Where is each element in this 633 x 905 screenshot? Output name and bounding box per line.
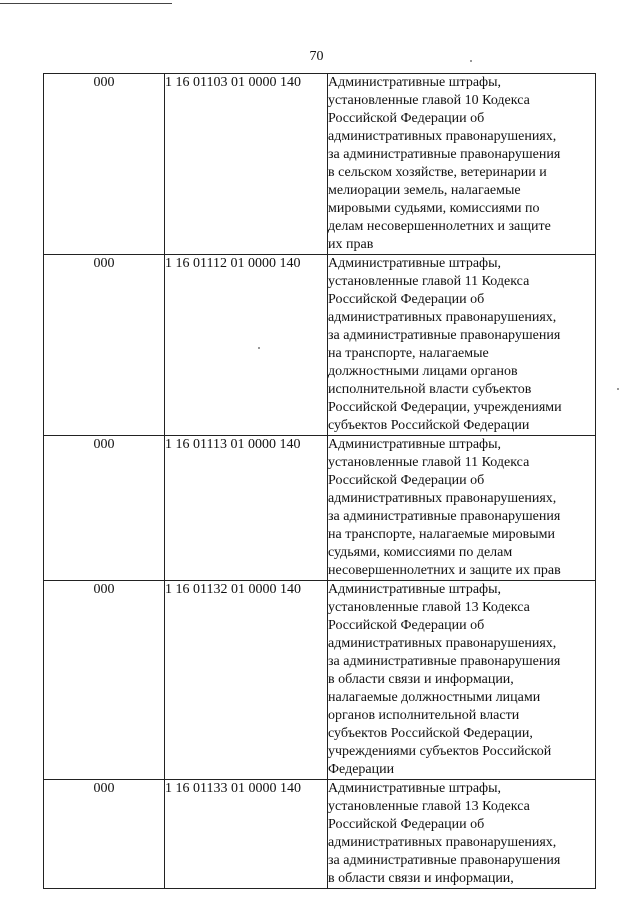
kbk-code-cell: 1 16 01133 01 0000 140 bbox=[165, 780, 328, 889]
description-line: в области связи и информации, bbox=[328, 871, 514, 886]
description-line: за административные правонарушения bbox=[328, 654, 561, 669]
scan-speck bbox=[617, 388, 619, 390]
description-line: административных правонарушениях, bbox=[328, 129, 557, 144]
description-cell bbox=[328, 74, 596, 255]
description-line: делам несовершеннолетних и защите bbox=[328, 219, 551, 234]
description-line: налагаемые должностными лицами bbox=[328, 690, 541, 705]
description-line: Административные штрафы, bbox=[328, 256, 502, 271]
description-line: Российской Федерации об bbox=[328, 473, 485, 488]
description-cell bbox=[328, 255, 596, 436]
description-line: за административные правонарушения bbox=[328, 509, 561, 524]
table-row bbox=[44, 436, 596, 581]
description-line: Российской Федерации об bbox=[328, 292, 485, 307]
admin-code-cell: 000 bbox=[44, 436, 165, 581]
description-line: административных правонарушениях, bbox=[328, 310, 557, 325]
description-cell bbox=[328, 581, 596, 780]
table-row bbox=[44, 74, 596, 255]
description-line: административных правонарушениях, bbox=[328, 636, 557, 651]
kbk-code-cell: 1 16 01112 01 0000 140 bbox=[165, 255, 328, 436]
admin-code-cell: 000 bbox=[44, 780, 165, 889]
description-line: субъектов Российской Федерации, bbox=[328, 726, 533, 741]
description-line: Российской Федерации об bbox=[328, 618, 485, 633]
kbk-code-cell: 1 16 01103 01 0000 140 bbox=[165, 74, 328, 255]
admin-code-cell: 000 bbox=[44, 255, 165, 436]
description-line: должностными лицами органов bbox=[328, 364, 518, 379]
description-line: Административные штрафы, bbox=[328, 437, 502, 452]
description-line: установленные главой 10 Кодекса bbox=[328, 93, 530, 108]
admin-code-cell: 000 bbox=[44, 74, 165, 255]
description-line: установленные главой 11 Кодекса bbox=[328, 274, 530, 289]
description-line: установленные главой 13 Кодекса bbox=[328, 600, 530, 615]
description-line: Административные штрафы, bbox=[328, 75, 502, 90]
description-line: Административные штрафы, bbox=[328, 781, 502, 796]
description-line: субъектов Российской Федерации bbox=[328, 418, 530, 433]
table-row bbox=[44, 581, 596, 780]
description-line: их прав bbox=[328, 237, 374, 252]
description-line: судьями, комиссиями по делам bbox=[328, 545, 513, 560]
table-row bbox=[44, 255, 596, 436]
kbk-code-cell: 1 16 01132 01 0000 140 bbox=[165, 581, 328, 780]
scan-edge-line bbox=[0, 3, 172, 4]
description-line: мировыми судьями, комиссиями по bbox=[328, 201, 540, 216]
description-line: органов исполнительной власти bbox=[328, 708, 520, 723]
description-line: Российской Федерации об bbox=[328, 111, 485, 126]
description-line: установленные главой 11 Кодекса bbox=[328, 455, 530, 470]
description-line: на транспорте, налагаемые bbox=[328, 346, 489, 361]
page-number: 70 bbox=[309, 49, 324, 64]
kbk-code-cell: 1 16 01113 01 0000 140 bbox=[165, 436, 328, 581]
admin-code-cell: 000 bbox=[44, 581, 165, 780]
description-line: исполнительной власти субъектов bbox=[328, 382, 532, 397]
scan-speck bbox=[470, 60, 472, 62]
scan-speck bbox=[258, 347, 260, 349]
description-line: в области связи и информации, bbox=[328, 672, 514, 687]
description-cell bbox=[328, 780, 596, 889]
description-line: за административные правонарушения bbox=[328, 328, 561, 343]
description-line: Федерации bbox=[328, 762, 395, 777]
description-line: учреждениями субъектов Российской bbox=[328, 744, 552, 759]
description-line: установленные главой 13 Кодекса bbox=[328, 799, 530, 814]
description-line: мелиорации земель, налагаемые bbox=[328, 183, 521, 198]
description-line: за административные правонарушения bbox=[328, 853, 561, 868]
description-line: на транспорте, налагаемые мировыми bbox=[328, 527, 555, 542]
description-line: Российской Федерации об bbox=[328, 817, 485, 832]
description-line: за административные правонарушения bbox=[328, 147, 561, 162]
table-row bbox=[44, 780, 596, 889]
description-line: в сельском хозяйстве, ветеринарии и bbox=[328, 165, 547, 180]
budget-codes-table bbox=[43, 73, 596, 889]
description-line: административных правонарушениях, bbox=[328, 491, 557, 506]
description-cell bbox=[328, 436, 596, 581]
description-line: Российской Федерации, учреждениями bbox=[328, 400, 562, 415]
description-line: административных правонарушениях, bbox=[328, 835, 557, 850]
description-line: Административные штрафы, bbox=[328, 582, 502, 597]
description-line: несовершеннолетних и защите их прав bbox=[328, 563, 561, 578]
